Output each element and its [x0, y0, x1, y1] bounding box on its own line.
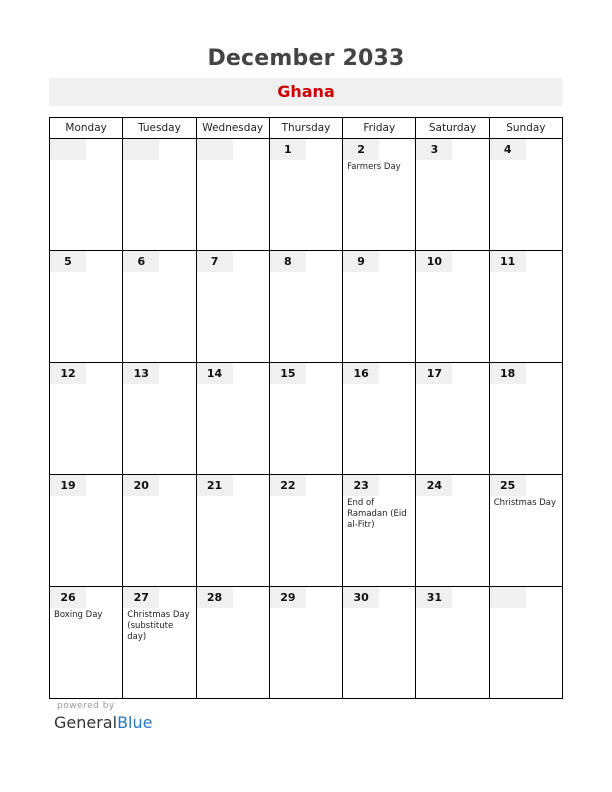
- weekday-header: Sunday: [489, 118, 562, 139]
- weekday-header-row: [50, 118, 563, 139]
- day-cell[interactable]: [269, 251, 342, 363]
- day-number: 10: [416, 251, 452, 272]
- day-cell[interactable]: [416, 587, 489, 699]
- week-row: [50, 139, 563, 251]
- week-row: [50, 475, 563, 587]
- day-cell[interactable]: [343, 363, 416, 475]
- day-number: 2: [343, 139, 379, 160]
- holiday-label: Christmas Day (substitute day): [127, 610, 190, 642]
- day-number: 9: [343, 251, 379, 272]
- day-cell[interactable]: [50, 475, 123, 587]
- day-number: 15: [270, 363, 306, 384]
- weekday-header: Wednesday: [196, 118, 269, 139]
- day-cell[interactable]: [416, 475, 489, 587]
- day-cell[interactable]: [196, 587, 269, 699]
- day-number: 3: [416, 139, 452, 160]
- day-cell[interactable]: [416, 251, 489, 363]
- day-number: 30: [343, 587, 379, 608]
- day-number: [123, 139, 159, 160]
- day-cell[interactable]: [416, 139, 489, 251]
- day-number: [197, 139, 233, 160]
- weekday-header: Thursday: [269, 118, 342, 139]
- day-number: 20: [123, 475, 159, 496]
- week-row: [50, 363, 563, 475]
- day-number: [490, 587, 526, 608]
- powered-by-label: powered by: [57, 701, 115, 711]
- brand-blue-text: Blue: [117, 713, 153, 732]
- day-cell[interactable]: [269, 139, 342, 251]
- day-cell[interactable]: [269, 363, 342, 475]
- day-number: 12: [50, 363, 86, 384]
- week-row: [50, 251, 563, 363]
- weekday-header: Friday: [343, 118, 416, 139]
- day-cell[interactable]: [269, 587, 342, 699]
- day-cell[interactable]: [123, 363, 196, 475]
- day-number: 5: [50, 251, 86, 272]
- day-number: 1: [270, 139, 306, 160]
- day-cell[interactable]: [196, 475, 269, 587]
- day-cell[interactable]: [343, 587, 416, 699]
- week-row: [50, 587, 563, 699]
- day-cell[interactable]: [196, 363, 269, 475]
- day-cell[interactable]: [123, 587, 196, 699]
- day-cell[interactable]: [50, 363, 123, 475]
- day-cell[interactable]: [50, 587, 123, 699]
- day-cell[interactable]: [416, 363, 489, 475]
- day-number: 25: [490, 475, 526, 496]
- weekday-header: Tuesday: [123, 118, 196, 139]
- weekday-header: Saturday: [416, 118, 489, 139]
- day-number: 26: [50, 587, 86, 608]
- day-cell[interactable]: [343, 139, 416, 251]
- holiday-label: Christmas Day: [493, 498, 557, 508]
- day-number: 23: [343, 475, 379, 496]
- holiday-label: End of Ramadan (Eid al-Fitr): [347, 498, 407, 530]
- day-cell[interactable]: [343, 475, 416, 587]
- day-number: 13: [123, 363, 159, 384]
- day-cell[interactable]: [123, 475, 196, 587]
- day-cell[interactable]: [489, 251, 562, 363]
- holiday-label: Farmers Day: [347, 162, 401, 172]
- day-number: 29: [270, 587, 306, 608]
- day-number: 8: [270, 251, 306, 272]
- day-cell[interactable]: [489, 475, 562, 587]
- day-cell[interactable]: [489, 587, 562, 699]
- day-number: 27: [123, 587, 159, 608]
- day-number: 24: [416, 475, 452, 496]
- day-number: 11: [490, 251, 526, 272]
- day-number: 6: [123, 251, 159, 272]
- brand-general-text: General: [54, 713, 118, 732]
- country-name: Ghana: [49, 78, 563, 106]
- day-cell[interactable]: [489, 139, 562, 251]
- day-cell[interactable]: [489, 363, 562, 475]
- day-cell[interactable]: [123, 139, 196, 251]
- holiday-label: Boxing Day: [54, 610, 103, 620]
- day-number: 4: [490, 139, 526, 160]
- day-number: 18: [490, 363, 526, 384]
- day-number: 31: [416, 587, 452, 608]
- day-number: 16: [343, 363, 379, 384]
- day-number: 14: [197, 363, 233, 384]
- day-cell[interactable]: [123, 251, 196, 363]
- day-number: 17: [416, 363, 452, 384]
- day-cell[interactable]: [50, 139, 123, 251]
- day-number: 22: [270, 475, 306, 496]
- day-number: 19: [50, 475, 86, 496]
- day-number: 28: [197, 587, 233, 608]
- day-number: [50, 139, 86, 160]
- day-number: 21: [197, 475, 233, 496]
- day-cell[interactable]: [196, 251, 269, 363]
- generalblue-logo[interactable]: [54, 713, 152, 732]
- calendar-title: December 2033: [207, 46, 405, 71]
- calendar-grid: [49, 117, 563, 699]
- day-cell[interactable]: [269, 475, 342, 587]
- day-cell[interactable]: [50, 251, 123, 363]
- day-cell[interactable]: [343, 251, 416, 363]
- day-number: 7: [197, 251, 233, 272]
- weekday-header: Monday: [50, 118, 123, 139]
- day-cell[interactable]: [196, 139, 269, 251]
